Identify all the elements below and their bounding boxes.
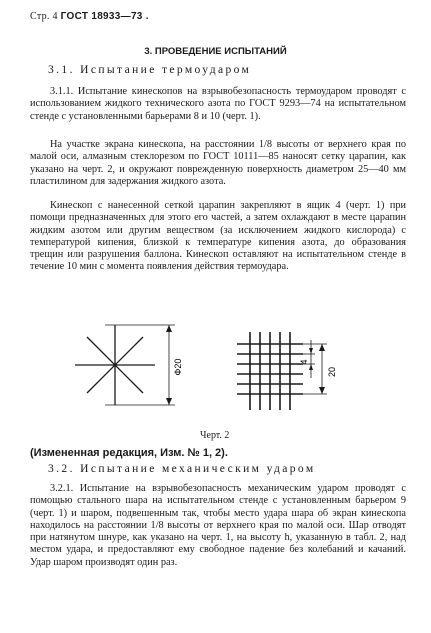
scratch-star-figure <box>75 315 195 415</box>
paragraph-3-2-1: 3.2.1. Испытание на взрывобезопасность механическим ударом проводят с помощью стального шара на испытательном стенде с установленным барьером 9 (черт. 1) и шаром, подвешенным так, чтобы место удара шара об экран кинескопа находилось на расстоянии 1/8 высоты от верхнего края по малой оси. Шар отводят при натянутом шнуре, как указано на черт. 1, на высоту h, указанную в табл. 2, над местом удара, и предоставляют ему свободное падение без колебаний и качаний. Удар шаром производят один раз. <box>30 483 406 568</box>
amendment-note: (Измененная редакция, Изм. № 1, 2). <box>30 447 228 459</box>
page-header <box>30 11 149 22</box>
scratch-grid-figure <box>225 320 355 420</box>
paragraph-3-1-1: 3.1.1. Испытание кинескопов на взрывобезопасность термоударом проводят с использованием жидкого технического азота по ГОСТ 9293—74 на испытательном стенде с установленными барьерами 8 и 10 (черт. 1). <box>30 86 406 122</box>
grid-size-label: 20 <box>327 366 337 378</box>
section-title: 3. ПРОВЕДЕНИЕ ИСПЫТАНИЙ <box>144 46 287 57</box>
subsection-3-1-title: 3.1. Испытание термоударом <box>48 64 252 76</box>
paragraph-scratch-grid: На участке экрана кинескопа, на расстоянии 1/8 высоты от верхнего края по малой оси, алмазным стеклорезом по ГОСТ 10111—85 наносят сетку царапин, как указано на черт. 2, и окружают поврежденную поверхность диаметром 25—40 мм пластилином для задержания жидкого азота. <box>30 139 406 187</box>
subsection-3-2-title: 3.2. Испытание механическим ударом <box>48 463 316 475</box>
star-diameter-label: Ф20 <box>173 358 183 376</box>
page-number: Стр. 4 <box>30 11 58 22</box>
standard-code: ГОСТ 18933—73 . <box>60 11 149 22</box>
grid-step-label: 4 <box>299 359 309 365</box>
figure-caption: Черт. 2 <box>200 430 230 441</box>
paragraph-mounting: Кинескоп с нанесенной сеткой царапин закрепляют в ящик 4 (черт. 1) при помощи предназначенных для этого его частей, а затем охлаждают в месте царапин жидким азотом или другим веществом (за исключением жидкого кислорода) с температурой кипения, близкой к температуре кипения азота, до образования трещин или разрушения баллона. Кинескоп оставляют на испытательном стенде в течение 10 мин с момента появления действия термоудара. <box>30 200 406 273</box>
